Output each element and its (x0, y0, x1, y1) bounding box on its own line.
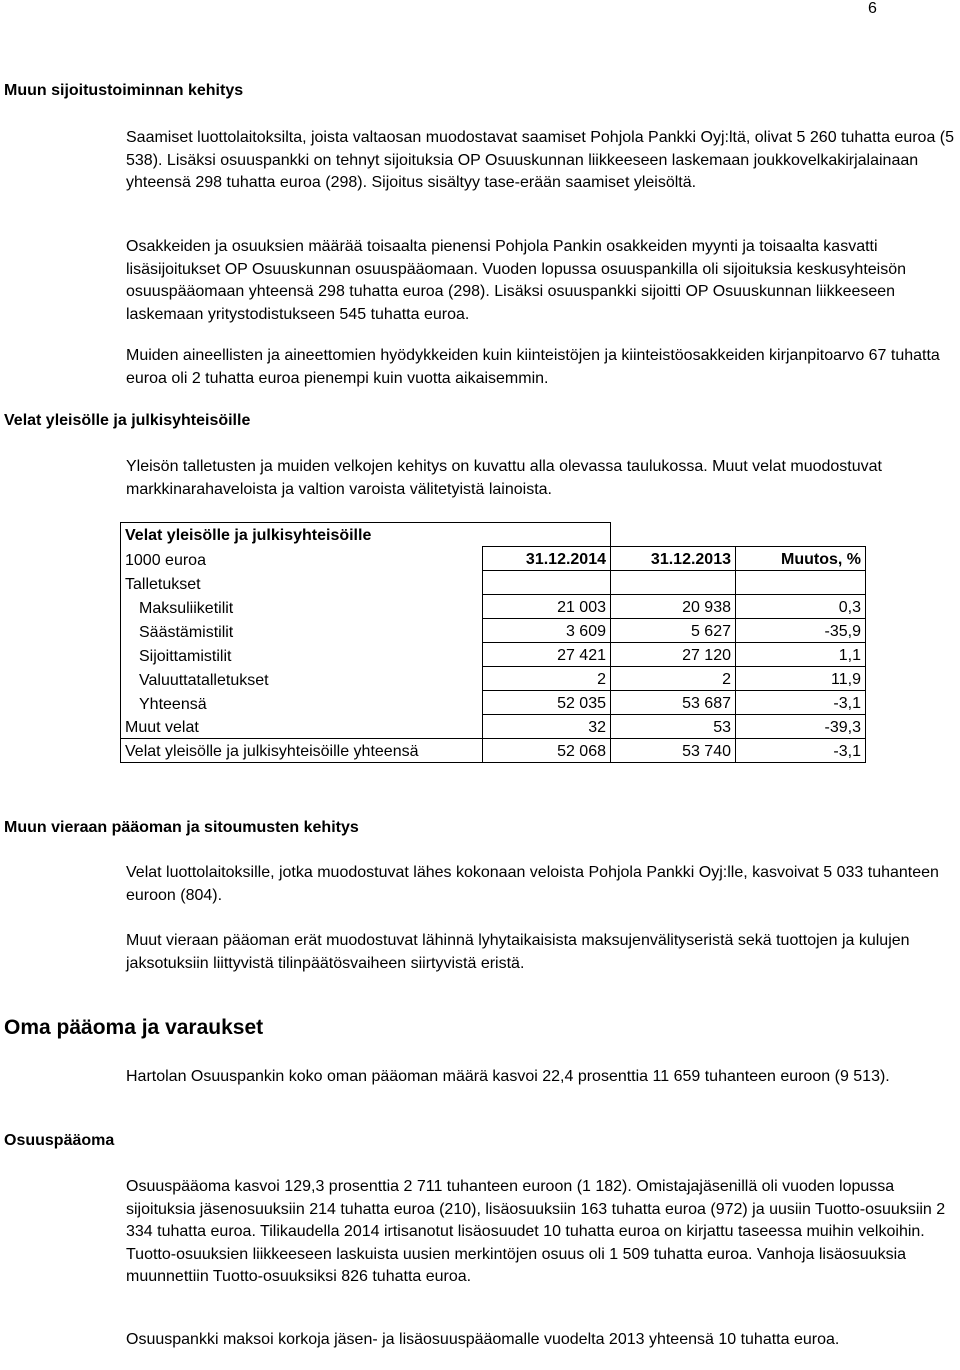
table-row (121, 667, 866, 691)
value-2013: 5 627 (611, 619, 736, 643)
section-heading-equity: Oma pääoma ja varaukset (4, 1016, 264, 1039)
header-2014: 31.12.2014 (483, 547, 611, 571)
value-2013: 53 (611, 715, 736, 739)
table-unit: 1000 euroa (121, 547, 483, 571)
value-2013: 53 687 (611, 691, 736, 715)
table-row (121, 619, 866, 643)
subheading-cooperative-capital: Osuuspääoma (4, 1132, 115, 1149)
paragraph-receivables: Saamiset luottolaitoksilta, joista valtaosan muodostavat saamiset Pohjola Pankki Oyj:ltä, olivat 5 260 tuhatta euroa (5 538). Lisäksi osuuspankki on tehnyt sijoituksia OP Osuuskunnan liikkeeseen laskemaan joukkovelkakirjalainaan yhteensä 298 tuhatta euroa (298). Sijoitus sisältyy tase-erään saamiset yleisöltä. (126, 129, 955, 191)
liabilities-table (120, 522, 866, 763)
value-2014: 52 035 (483, 691, 611, 715)
row-label: Sijoittamistilit (121, 643, 483, 667)
value-2014: 3 609 (483, 619, 611, 643)
row-label: Maksuliiketilit (121, 595, 483, 619)
group-label: Talletukset (121, 571, 483, 595)
value-2013: 2 (611, 667, 736, 691)
paragraph-cooperative-capital: Osuuspääoma kasvoi 129,3 prosenttia 2 711 tuhanteen euroon (1 182). Omistajajäsenillä oli vuoden lopussa sijoituksia jäsenosuuksiin 214 tuhatta euroa (210), lisäosuuksiin 163 tuhatta euroa (972) ja uusiin Tuotto-osuuksiin 2 334 tuhatta euroa. Tilikaudella 2014 irtisanotut lisäosuudet 10 tuhatta euroa on kirjattu taseessa muihin velkoihin. Tuotto-osuuksien liikkeeseen laskuista uusien merkintöjen osuus oli 1 509 tuhatta euroa. Vanhoja lisäosuuksia muunnettiin Tuotto-osuuksiksi 826 tuhatta euroa. (126, 1178, 946, 1285)
value-change: -3,1 (736, 691, 866, 715)
table-row (121, 595, 866, 619)
value-change: 11,9 (736, 667, 866, 691)
value-2013: 53 740 (611, 739, 736, 763)
value-2014: 27 421 (483, 643, 611, 667)
row-label: Muut velat (121, 715, 483, 739)
table-row (121, 715, 866, 739)
paragraph-deposits: Yleisön talletusten ja muiden velkojen kehitys on kuvattu alla olevassa taulukossa. Muut velat muodostuvat markkinarahaveloista ja valtion varoista välitetyistä lainoista. (126, 458, 882, 498)
table-row (121, 691, 866, 715)
value-change: -39,3 (736, 715, 866, 739)
value-change: 1,1 (736, 643, 866, 667)
value-change: -35,9 (736, 619, 866, 643)
value-2013: 27 120 (611, 643, 736, 667)
header-2013: 31.12.2013 (611, 547, 736, 571)
value-2013: 20 938 (611, 595, 736, 619)
header-change: Muutos, % (736, 547, 866, 571)
value-change: 0,3 (736, 595, 866, 619)
section-heading-liabilities: Velat yleisölle ja julkisyhteisöille (4, 412, 251, 429)
paragraph-total-equity: Hartolan Osuuspankin koko oman pääoman määrä kasvoi 22,4 prosenttia 11 659 tuhanteen euroon (9 513). (126, 1068, 890, 1085)
value-change: -3,1 (736, 739, 866, 763)
paragraph-interest-paid: Osuuspankki maksoi korkoja jäsen- ja lisäosuuspääomalle vuodelta 2013 yhteensä 10 tuhatta euroa. (126, 1331, 840, 1348)
paragraph-other-items: Muut vieraan pääoman erät muodostuvat lähinnä lyhytaikaisista maksujenvälityseristä sekä tuottojen ja kulujen jaksotuksiin liittyvistä tilinpäätösvaiheen siirtyvistä eristä. (126, 932, 910, 972)
row-label: Velat yleisölle ja julkisyhteisöille yhteensä (121, 739, 483, 763)
value-2014: 32 (483, 715, 611, 739)
section-heading-investments: Muun sijoitustoiminnan kehitys (4, 82, 244, 99)
table-row (121, 643, 866, 667)
page-number: 6 (868, 0, 877, 17)
value-2014: 21 003 (483, 595, 611, 619)
value-2014: 2 (483, 667, 611, 691)
paragraph-other-assets: Muiden aineellisten ja aineettomien hyödykkeiden kuin kiinteistöjen ja kiinteistöosakkeiden kirjanpitoarvo 67 tuhatta euroa oli 2 tuhatta euroa pienempi kuin vuotta aikaisemmin. (126, 347, 940, 387)
table-total-row (121, 739, 866, 763)
table-title-row (121, 523, 866, 547)
section-heading-other-liabilities: Muun vieraan pääoman ja sitoumusten kehitys (4, 819, 359, 836)
table-group-row (121, 571, 866, 595)
paragraph-credit-institutions: Velat luottolaitoksille, jotka muodostuvat lähes kokonaan veloista Pohjola Pankki Oyj:lle, kasvoivat 5 033 tuhanteen euroon (804). (126, 864, 939, 904)
row-label: Säästämistilit (121, 619, 483, 643)
row-label: Valuuttatalletukset (121, 667, 483, 691)
paragraph-shares: Osakkeiden ja osuuksien määrää toisaalta pienensi Pohjola Pankin osakkeiden myynti ja toisaalta kasvatti lisäsijoitukset OP Osuuskunnan osuuspääomaan. Vuoden lopussa osuuspankilla oli sijoituksia keskusyhteisön osuuspääomaan yhteensä 298 tuhatta euroa (298). Lisäksi osuuspankki sijoitti OP Osuuskunnan liikkeeseen laskemaan yritystodistukseen 545 tuhatta euroa. (126, 238, 907, 323)
table-title: Velat yleisölle ja julkisyhteisöille (121, 523, 611, 547)
table-header-row (121, 547, 866, 571)
row-label: Yhteensä (121, 691, 483, 715)
value-2014: 52 068 (483, 739, 611, 763)
